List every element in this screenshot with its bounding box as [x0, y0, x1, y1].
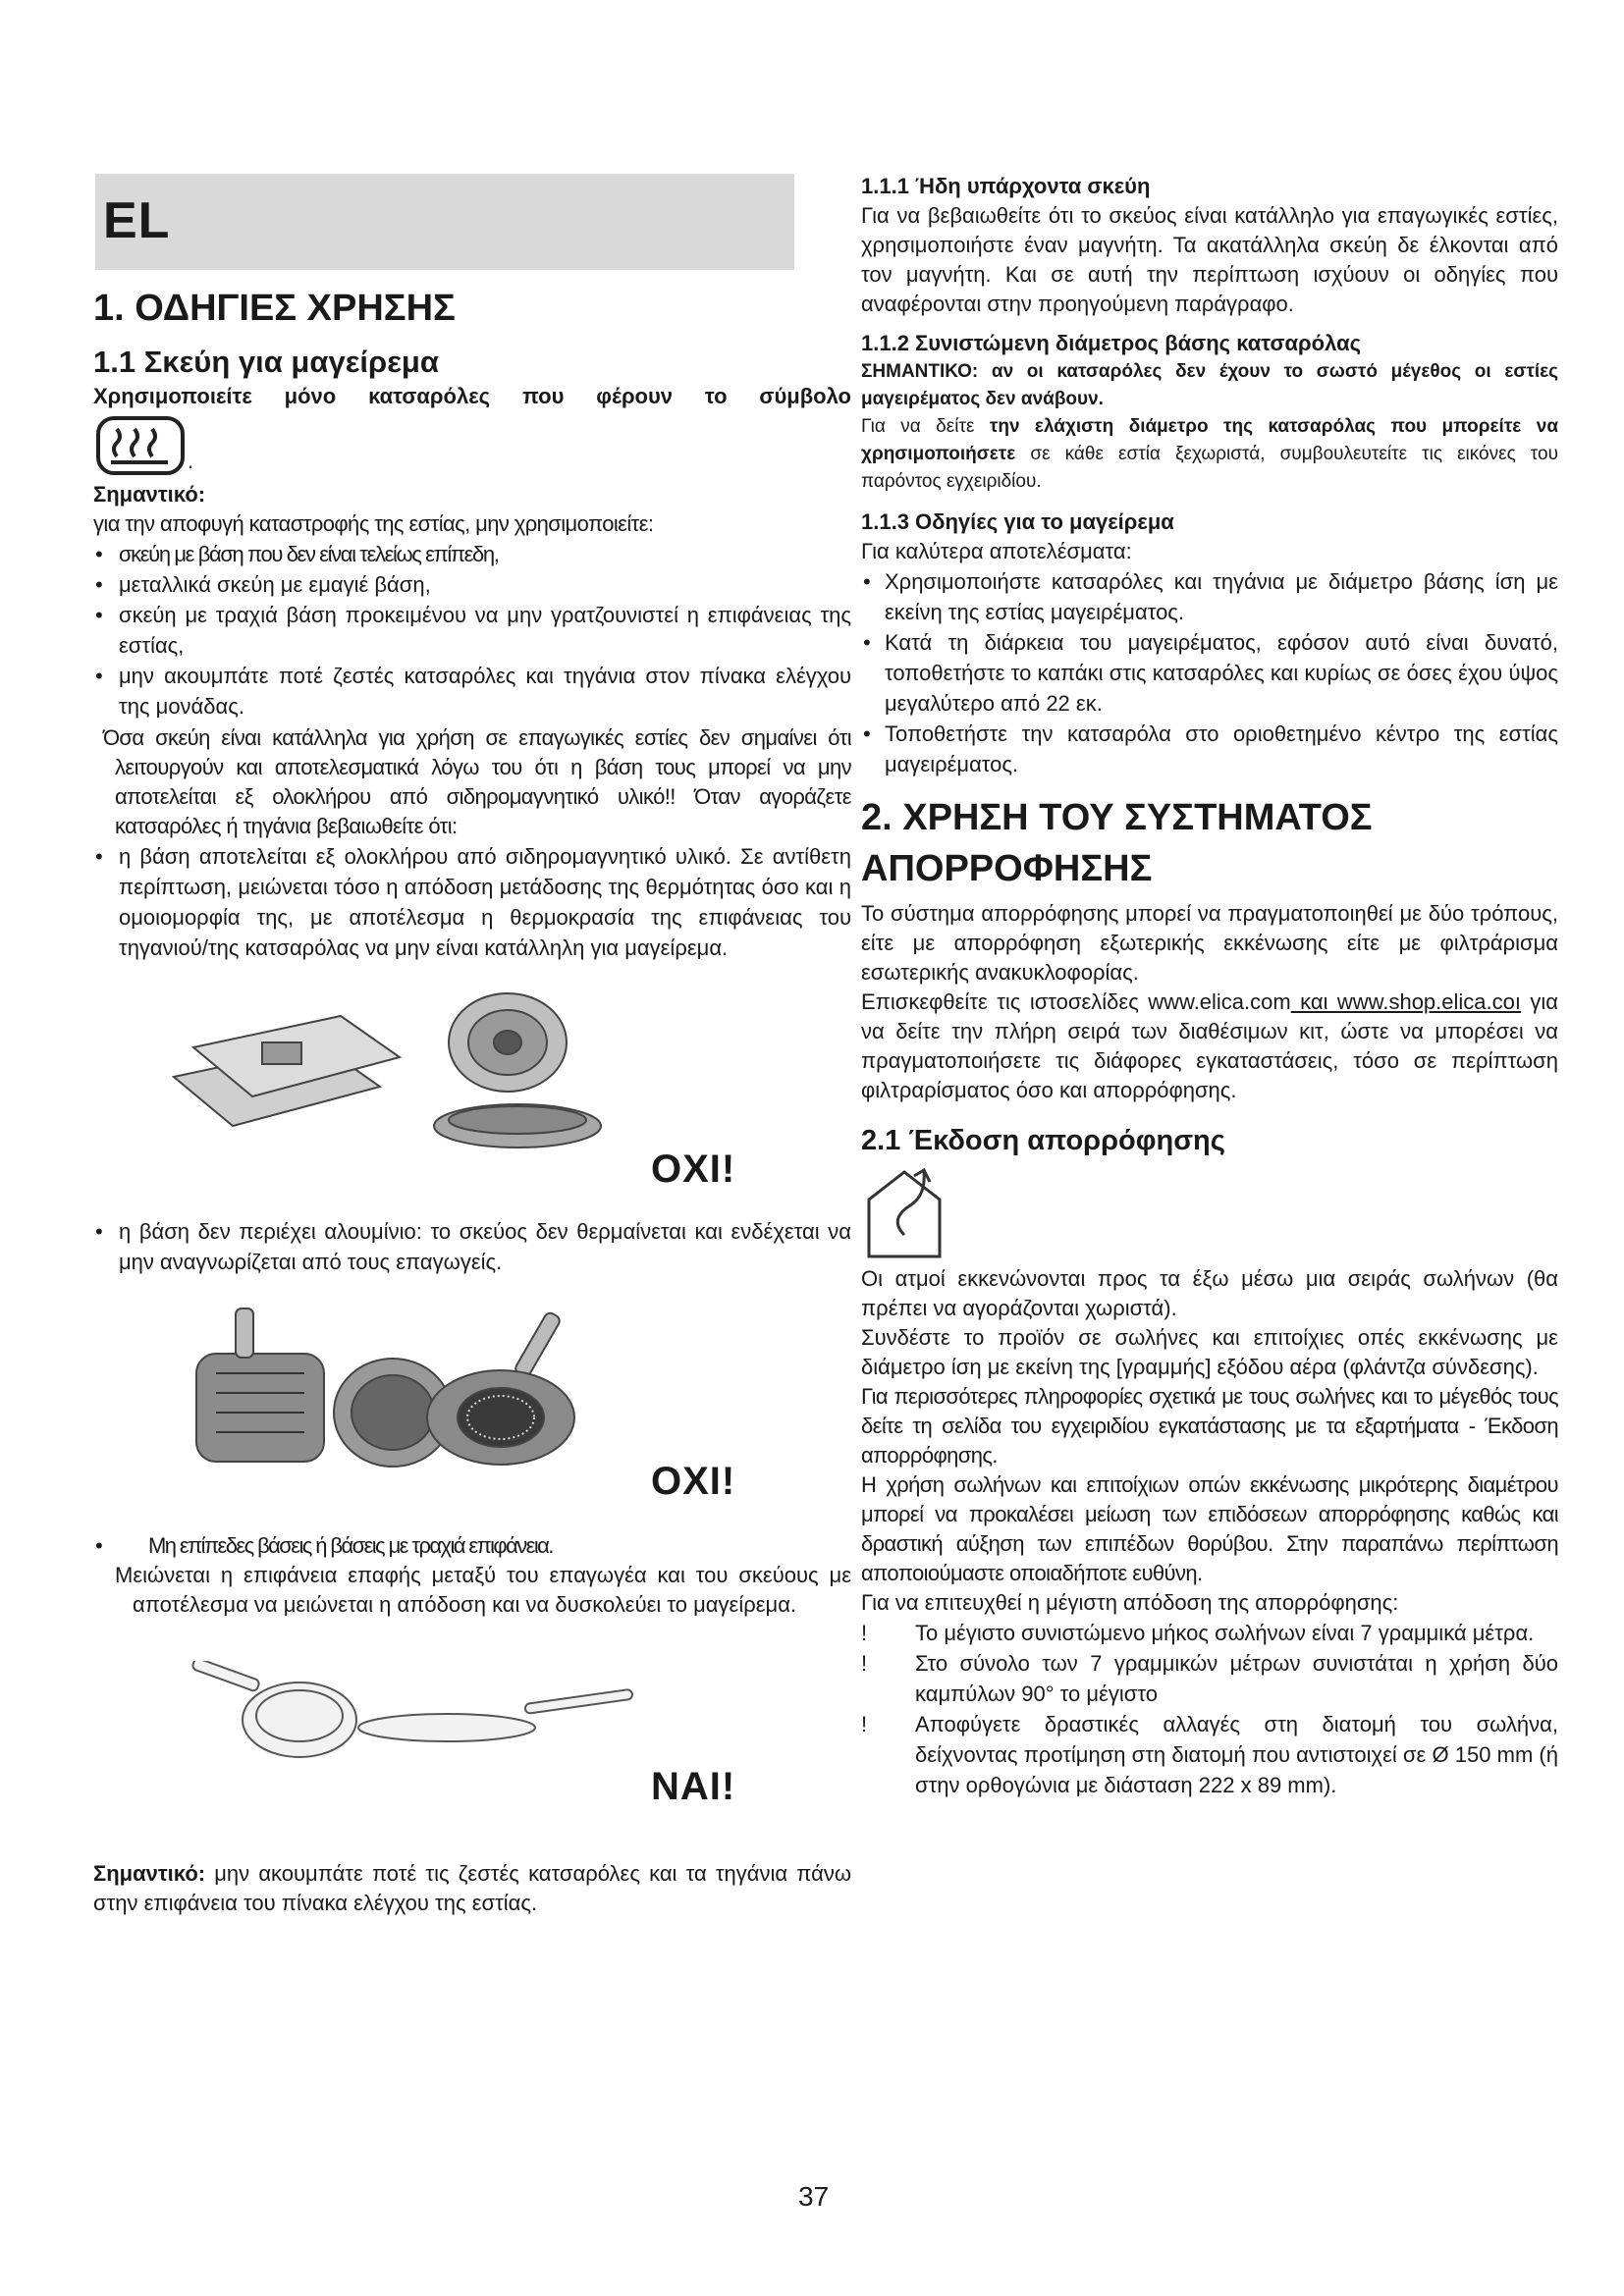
flat-bottom-pans-image	[172, 1661, 643, 1769]
section-1-1-2-text	[861, 413, 1558, 496]
section-2-websites	[861, 988, 1558, 1105]
no-label-2: ΟΧΙ!	[651, 1460, 736, 1503]
section-1-1-3-intro: Για καλύτερα αποτελέσματα:	[861, 539, 1132, 563]
section-1-1-2-warning: ΣΗΜΑΝΤΙΚΟ: αν οι κατσαρόλες δεν έχουν το σωστό μέγεθος οι εστίες μαγειρέματος δεν ανάβουν.	[861, 361, 1558, 409]
list-item: • σκεύη με τραχιά βάση προκειμένου να μην γρατζουνιστεί η επιφάνειας της εστίας,	[93, 600, 851, 661]
extraction-symbol-row	[861, 1166, 1558, 1264]
final-warning-label: Σημαντικό:	[93, 1861, 206, 1886]
left-column	[93, 172, 851, 1918]
section-2-1-p1: Οι ατμοί εκκενώνονται προς τα έξω μέσω μια σειράς σωλήνων (θα πρέπει να αγοράζονται χωριστά).	[861, 1266, 1558, 1320]
list-item: • Μη επίπεδες βάσεις ή βάσεις με τραχιά επιφάνεια.	[93, 1530, 851, 1561]
page-number: 37	[798, 2181, 830, 2212]
important-label: Σημαντικό:	[93, 482, 206, 507]
section-1-1-2-title: 1.1.2 Συνιστώμενη διάμετρος βάσης κατσαρόλας	[861, 331, 1362, 355]
list-item: • μην ακουμπάτε ποτέ ζεστές κατσαρόλες και τηγάνια στον πίνακα ελέγχου της μονάδας.	[93, 661, 851, 721]
induction-coil-icon	[95, 415, 186, 476]
s112-text-1: Για να δείτε	[861, 416, 990, 437]
suitability-paragraph: Όσα σκεύη είναι κατάλληλα για χρήση σε επαγωγικές εστίες δεν σημαίνει ότι λειτουργούν και αποτελεσματικά λόγω του ότι η βάση τους μπορεί να μην αποτελείται εξ ολοκλήρου από σιδηρομαγνητικό υλικό!! Όταν αγοράζετε κατσαρόλες ή τηγάνια βεβαιωθείτε ότι:	[103, 725, 851, 838]
list-item: ! Το μέγιστο συνιστώμενο μήκος σωλήνων είναι 7 γραμμικά μέτρα.	[861, 1618, 1558, 1648]
section-2-title-line-2: ΑΠΟΡΡΟΦΗΣΗΣ	[861, 848, 1153, 889]
final-warning-text: μην ακουμπάτε ποτέ τις ζεστές κατσαρόλες και τα τηγάνια πάνω στην επιφάνεια του πίνακα ελέγχου της εστίας.	[93, 1861, 851, 1915]
list-item: • μεταλλικά σκεύη με εμαγιέ βάση,	[93, 569, 851, 600]
intro-dot: .	[188, 449, 194, 473]
section-1-title: 1. ΟΔΗΓΙΕΣ ΧΡΗΣΗΣ	[93, 288, 456, 329]
illustration-not-suitable-1	[93, 988, 851, 1202]
right-column	[861, 172, 1558, 1800]
list-item: • Τοποθετήστε την κατσαρόλα στο οριοθετημένο κέντρο της εστίας μαγειρέματος.	[861, 719, 1558, 779]
section-2-1-p2: Συνδέστε το προϊόν σε σωλήνες και επιτοίχιες οπές εκκένωσης με διάμετρο ίση με εκείνη της [γραμμής] εξόδου αέρα (φλάντζα σύνδεσης).	[861, 1325, 1558, 1379]
section-2-intro: Το σύστημα απορρόφησης μπορεί να πραγματοποιηθεί με δύο τρόπους, είτε με απορρόφηση εξωτερικής εκκένωσης είτε με φιλτράρισμα εσωτερικής ανακυκλοφορίας.	[861, 901, 1558, 985]
list-item: • η βάση δεν περιέχει αλουμίνιο: το σκεύος δεν θερμαίνεται και ενδέχεται να μην αναγνωρίζεται από τους επαγωγείς.	[93, 1216, 851, 1277]
avoid-intro: για την αποφυγή καταστροφής της εστίας, μην χρησιμοποιείτε:	[93, 511, 654, 536]
griddle-and-paella-pan-image	[154, 988, 665, 1155]
section-2-1-p3: Για περισσότερες πληροφορίες σχετικά με τους σωλήνες και το μέγεθός τους δείτε τη σελίδα του εγχειριδίου εγκατάστασης με τα εξαρτήματα - Έκδοση απορρόφησης.	[861, 1384, 1558, 1468]
section-1-1-1-text: Για να βεβαιωθείτε ότι το σκεύος είναι κατάλληλο για επαγωγικές εστίες, χρησιμοποιήστε έναν μαγνήτη. Τα ακατάλληλα σκεύη δε έλκονται από τον μαγνήτη. Και σε αυτή την περίπτωση ισχύουν οι οδηγίες που αναφέρονται στην προηγούμενη παράγραφο.	[861, 203, 1558, 316]
no-label-1: ΟΧΙ!	[651, 1148, 736, 1191]
section-1-1-1-title: 1.1.1 Ήδη υπάρχοντα σκεύη	[861, 174, 1151, 198]
final-warning	[93, 1859, 851, 1918]
section-2-title-line-1: 2. ΧΡΗΣΗ ΤΟΥ ΣΥΣΤΗΜΑΤΟΣ	[861, 797, 1373, 838]
websites-text-1: Επισκεφθείτε τις ιστοσελίδες www.elica.com	[861, 989, 1291, 1014]
shop-link[interactable]: και www.shop.elica.coı	[1290, 989, 1521, 1014]
list-item: • σκεύη με βάση που δεν είναι τελείως επίπεδη,	[93, 539, 851, 569]
s112-text-bold: την ελάχιστη διάμετρο της κατσαρόλας που μπορείτε να χρησιμοποιήσετε	[861, 416, 1558, 464]
websites-text-2: για να δείτε την πλήρη σειρά των διαθέσιμων κιτ, ώστε να μπορέσει να πραγματοποιήσετε τις διάφορες εγκαταστάσεις, τόσο σε περίπτωση φιλτραρίσματος όσο και απορρόφησης.	[861, 989, 1558, 1102]
language-code: EL	[103, 192, 171, 249]
list-item: ! Αποφύγετε δραστικές αλλαγές στη διατομή του σωλήνα, δείχνοντας προτίμηση στη διατομή που αντιστοιχεί σε Ø 150 mm (ή στην ορθογώνια με διάσταση 222 x 89 mm).	[861, 1709, 1558, 1800]
induction-symbol-row	[93, 415, 851, 478]
contact-surface-paragraph: Μειώνεται η επιφάνεια επαφής μεταξύ του επαγωγέα και του σκεύους με αποτέλεσμα να μειώνεται η απόδοση και να δυσκολεύει το μαγείρεμα.	[115, 1563, 851, 1617]
induction-intro: Χρησιμοποιείτε μόνο κατσαρόλες που φέρουν το σύμβολο	[93, 384, 851, 408]
list-item: • Κατά τη διάρκεια του μαγειρέματος, εφόσον αυτό είναι δυνατό, τοποθετήστε το καπάκι στις κατσαρόλες και κυρίως σε όσες έχου ύψος μεγαλύτερο από 22 εκ.	[861, 627, 1558, 719]
ducted-extraction-icon	[863, 1166, 946, 1260]
s112-text-3: σε κάθε εστία ξεχωριστά, συμβουλευτείτε τις εικόνες του παρόντος εγχειριδίου.	[861, 444, 1558, 492]
section-1-1-3-title: 1.1.3 Οδηγίες για το μαγείρεμα	[861, 509, 1174, 534]
list-item: • Χρησιμοποιήστε κατσαρόλες και τηγάνια με διάμετρο βάσης ίση με εκείνη της εστίας μαγειρέματος.	[861, 566, 1558, 627]
illustration-suitable	[93, 1661, 851, 1857]
illustration-not-suitable-2	[93, 1305, 851, 1517]
section-2-1-title: 2.1 Έκδοση απορρόφησης	[861, 1125, 1225, 1156]
section-2-1-p5: Για να επιτευχθεί η μέγιστη απόδοση της απορρόφησης:	[861, 1590, 1399, 1615]
list-item: ! Στο σύνολο των 7 γραμμικών μέτρων συνιστάται η χρήση δύο καμπύλων 90° το μέγιστο	[861, 1648, 1558, 1709]
yes-label: ΝΑΙ!	[651, 1765, 736, 1808]
section-2-1-p4: Η χρήση σωλήνων και επιτοίχιων οπών εκκένωσης μικρότερης διαμέτρου μπορεί να προκαλέσει μείωση των επιδόσεων απορρόφησης καθώς και δραστική αύξηση των επιπέδων θορύβου. Στην παραπάνω περίπτωση αποποιούμαστε οποιαδήποτε ευθύνη.	[861, 1472, 1558, 1585]
list-item: • η βάση αποτελείται εξ ολοκλήρου από σιδηρομαγνητικό υλικό. Σε αντίθετη περίπτωση, μειώνεται τόσο η απόδοση μετάδοσης της θερμότητας όσο και η ομοιομορφία της, με αποτέλεσμα η θερμοκρασία της επιφάνειας του τηγανιού/της κατσαρόλας να μην είναι κατάλληλη για μαγείρεμα.	[93, 841, 851, 963]
grill-pan-and-frying-pan-image	[177, 1305, 638, 1471]
section-1-1-title: 1.1 Σκεύη για μαγείρεμα	[93, 345, 439, 379]
